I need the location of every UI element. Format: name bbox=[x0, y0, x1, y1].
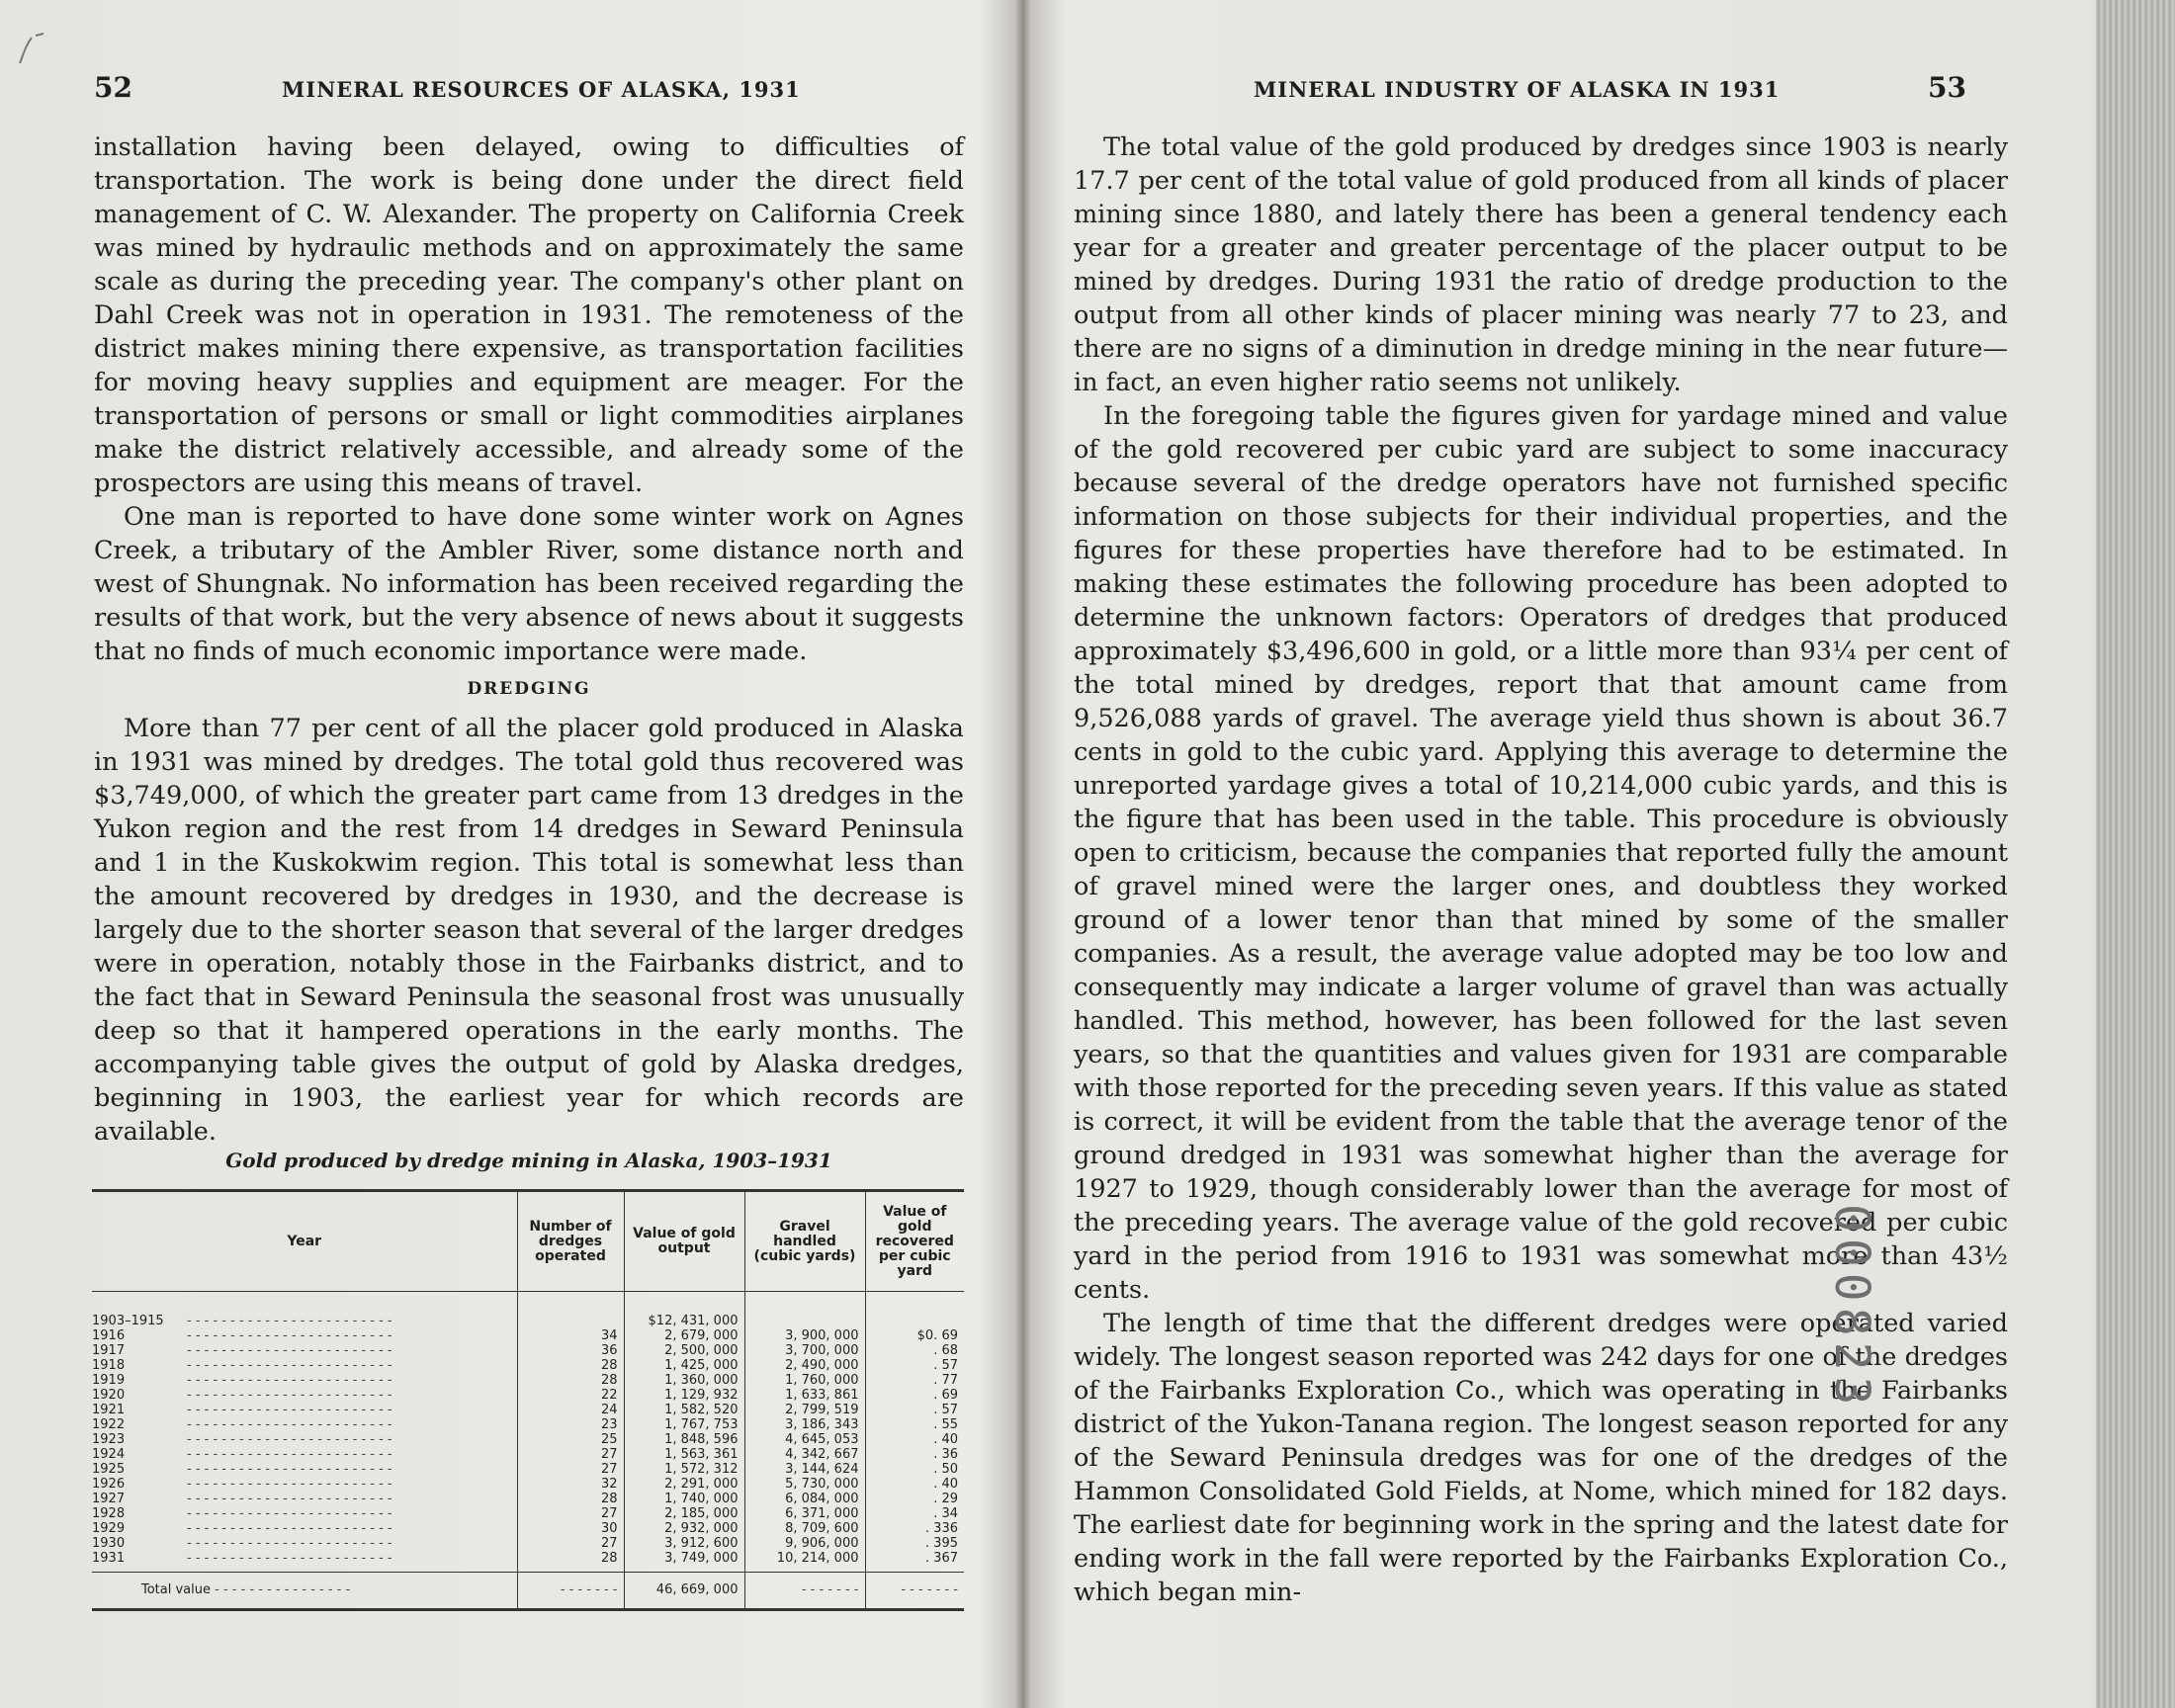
cell-gravel: 8, 709, 600 bbox=[744, 1521, 865, 1536]
cell-value: 1, 360, 000 bbox=[624, 1373, 744, 1388]
cell-year-label: 1931 bbox=[92, 1551, 126, 1566]
cell-per-yard bbox=[865, 1292, 964, 1329]
table-row bbox=[92, 1432, 964, 1447]
cell-gravel: 5, 730, 000 bbox=[744, 1477, 865, 1492]
leader-dots: - - - - - - - - - - - - - - - - - - - - - - - - bbox=[187, 1358, 392, 1373]
cell-gravel: 2, 799, 519 bbox=[744, 1403, 865, 1417]
leader-dots: - - - - - - - - - - - - - - - - - - - - - - - - bbox=[187, 1314, 392, 1328]
cell-value: 1, 848, 596 bbox=[624, 1432, 744, 1447]
cell-year bbox=[92, 1373, 517, 1388]
cell-dredges: 27 bbox=[517, 1462, 624, 1477]
cell-year bbox=[92, 1477, 517, 1492]
dredge-table bbox=[92, 1189, 964, 1611]
page-number: 52 bbox=[94, 71, 132, 104]
leader-dots: - - - - - - - bbox=[801, 1582, 859, 1597]
cell-year-label: 1929 bbox=[92, 1521, 126, 1536]
cell-gravel: 6, 371, 000 bbox=[744, 1506, 865, 1521]
cell-gravel: 4, 645, 053 bbox=[744, 1432, 865, 1447]
total-value: 46, 669, 000 bbox=[624, 1573, 744, 1610]
leader-dots: - - - - - - - - - - - - - - - - - - - - - - - - bbox=[187, 1343, 392, 1358]
cell-dredges bbox=[517, 1292, 624, 1329]
leader-dots: - - - - - - - - - - - - - - - - - - - - - - - - bbox=[187, 1462, 392, 1477]
table-row bbox=[92, 1328, 964, 1343]
running-head: MINERAL INDUSTRY OF ALASKA IN 1931 bbox=[1254, 77, 1781, 102]
paragraph: More than 77 per cent of all the placer gold produced in Alaska in 1931 was mined by dredges. The total gold thus recovered was $3,749,000, of which the greater part came from 13 dredges in the Yukon region and the rest from 14 dredges in Seward Peninsula and 1 in the Kuskokwim region. This total is somewhat less than the amount recovered by dredges in 1930, and the decrease is largely due to the shorter season that several of the larger dredges were in operation, notably those in the Fairbanks district, and to the fact that in Seward Peninsula the seasonal frost was unusually deep so that it hampered operations in the early months. The accompanying table gives the output of gold by Alaska dredges, beginning in 1903, the earliest year for which records are available. bbox=[94, 714, 964, 1147]
cell-year-label: 1923 bbox=[92, 1432, 126, 1447]
leader-dots: - - - - - - - - - - - - - - - - - - - - - - - - bbox=[187, 1492, 392, 1506]
cell-year bbox=[92, 1403, 517, 1417]
leader-dots: - - - - - - - - - - - - - - - - - - - - - - - - bbox=[187, 1403, 392, 1417]
leader-dots: - - - - - - - - - - - - - - - - - - - - - - - - bbox=[187, 1506, 392, 1521]
cell-value: 1, 740, 000 bbox=[624, 1492, 744, 1506]
cell-dredges: 27 bbox=[517, 1536, 624, 1551]
cell-gravel: 2, 490, 000 bbox=[744, 1358, 865, 1373]
cell-value: 2, 932, 000 bbox=[624, 1521, 744, 1536]
cell-gravel: 3, 144, 624 bbox=[744, 1462, 865, 1477]
cell-year bbox=[92, 1521, 517, 1536]
cell-gravel: 3, 900, 000 bbox=[744, 1328, 865, 1343]
cell-year bbox=[92, 1432, 517, 1447]
leader-dots: - - - - - - - - - - - - - - - - - - - - - - - - bbox=[187, 1447, 392, 1462]
cell-dredges: 22 bbox=[517, 1388, 624, 1403]
cell-year-label: 1922 bbox=[92, 1417, 126, 1432]
column-header: Gravel handled (cubic yards) bbox=[744, 1191, 865, 1292]
cell-year bbox=[92, 1343, 517, 1358]
cell-gravel bbox=[744, 1292, 865, 1329]
leader-dots: - - - - - - - - - - - - - - - - bbox=[211, 1582, 351, 1597]
cell-year-label: 1920 bbox=[92, 1388, 126, 1403]
table-row bbox=[92, 1506, 964, 1521]
leader-dots: - - - - - - - - - - - - - - - - - - - - - - - - bbox=[187, 1328, 392, 1343]
cell-year bbox=[92, 1388, 517, 1403]
right-page bbox=[1028, 0, 2175, 1708]
cell-value: 3, 749, 000 bbox=[624, 1551, 744, 1573]
cell-per-yard: . 77 bbox=[865, 1373, 964, 1388]
cell-per-yard: . 367 bbox=[865, 1551, 964, 1573]
cell-per-yard: . 57 bbox=[865, 1403, 964, 1417]
cell-year bbox=[92, 1447, 517, 1462]
cell-gravel: 1, 633, 861 bbox=[744, 1388, 865, 1403]
table-row bbox=[92, 1447, 964, 1462]
cell-dredges: 28 bbox=[517, 1492, 624, 1506]
cell-dredges: 23 bbox=[517, 1417, 624, 1432]
table-body bbox=[92, 1292, 964, 1610]
table-row bbox=[92, 1343, 964, 1358]
cell-value: 2, 185, 000 bbox=[624, 1506, 744, 1521]
cell-per-yard: . 57 bbox=[865, 1358, 964, 1373]
total-label-text: Total value bbox=[141, 1582, 212, 1597]
cell-value: 2, 291, 000 bbox=[624, 1477, 744, 1492]
cell-per-yard: . 40 bbox=[865, 1477, 964, 1492]
cell-year bbox=[92, 1551, 517, 1573]
cell-year-label: 1927 bbox=[92, 1492, 126, 1506]
cell-value: 2, 679, 000 bbox=[624, 1328, 744, 1343]
paragraph: installation having been delayed, owing to difficulties of transportation. The work is being done under the direct field management of C. W. Alexander. The property on California Creek was mined by hydraulic methods and on approximately the same scale as during the preceding year. The company's other plant on Dahl Creek was not in operation in 1931. The remoteness of the district makes mining there expensive, as transportation facilities for moving heavy supplies and equipment are meager. For the transportation of persons or small or light commodities airplanes make the district relatively accessible, and already some of the prospectors are using this means of travel. bbox=[94, 132, 964, 498]
cell-year bbox=[92, 1462, 517, 1477]
cell-dredges: 32 bbox=[517, 1477, 624, 1492]
page-number: 53 bbox=[1928, 71, 1966, 104]
cell-dredges bbox=[517, 1573, 624, 1610]
cell-value: 1, 563, 361 bbox=[624, 1447, 744, 1462]
left-body-text bbox=[94, 130, 964, 1149]
table-row bbox=[92, 1403, 964, 1417]
cell-year-label: 1925 bbox=[92, 1462, 126, 1477]
table-row bbox=[92, 1521, 964, 1536]
cell-year-label: 1903–1915 bbox=[92, 1314, 164, 1328]
table-row bbox=[92, 1551, 964, 1573]
cell-year-label: 1917 bbox=[92, 1343, 126, 1358]
cell-year bbox=[92, 1506, 517, 1521]
cell-per-yard: . 29 bbox=[865, 1492, 964, 1506]
cell-value: 1, 582, 520 bbox=[624, 1403, 744, 1417]
running-head: MINERAL RESOURCES OF ALASKA, 1931 bbox=[282, 77, 801, 102]
leader-dots: - - - - - - - - - - - - - - - - - - - - - - - - bbox=[187, 1551, 392, 1566]
paragraph: One man is reported to have done some winter work on Agnes Creek, a tributary of the Ambler River, some distance north and west of Shungnak. No information has been received regarding the results of that work, but the very absence of news about it suggests that no finds of much economic importance were made. bbox=[94, 502, 964, 666]
cell-value: 3, 912, 600 bbox=[624, 1536, 744, 1551]
cell-gravel: 3, 700, 000 bbox=[744, 1343, 865, 1358]
left-page bbox=[0, 0, 1018, 1708]
section-heading: DREDGING bbox=[467, 679, 591, 699]
table-caption: Gold produced by dredge mining in Alaska, 1903–1931 bbox=[225, 1149, 832, 1172]
cell-dredges: 25 bbox=[517, 1432, 624, 1447]
paragraph: The length of time that the different dredges were operated varied widely. The longest season reported was 242 days for one of the dredges of the Fairbanks Exploration Co., which was operating in the Fairbanks district of the Yukon-Tanana region. The longest season reported for any of the Seward Peninsula dredges was for one of the dredges of the Hammon Consolidated Gold Fields, at Nome, which mined for 182 days. The earliest date for beginning work in the spring and the latest date for ending work in the fall were reported by the Fairbanks Exploration Co., which began min- bbox=[1074, 1309, 2008, 1607]
leader-dots: - - - - - - - bbox=[901, 1582, 958, 1597]
cell-value: 1, 425, 000 bbox=[624, 1358, 744, 1373]
total-label bbox=[92, 1573, 517, 1610]
cell-dredges: 36 bbox=[517, 1343, 624, 1358]
paragraph: The total value of the gold produced by dredges since 1903 is nearly 17.7 per cent of the total value of gold produced from all kinds of placer mining since 1880, and lately there has been a general tendency each year for a greater and greater percentage of the placer output to be mined by dredges. During 1931 the ratio of dredge production to the output from all other kinds of placer mining was nearly 77 to 23, and there are no signs of a diminution in dredge mining in the near future—in fact, an even higher ratio seems not unlikely. bbox=[1074, 132, 2008, 397]
leader-dots: - - - - - - - - - - - - - - - - - - - - - - - - bbox=[187, 1432, 392, 1447]
cell-year-label: 1916 bbox=[92, 1328, 126, 1343]
cell-per-yard: . 336 bbox=[865, 1521, 964, 1536]
cell-per-yard: . 68 bbox=[865, 1343, 964, 1358]
table-row bbox=[92, 1536, 964, 1551]
cell-gravel: 4, 342, 667 bbox=[744, 1447, 865, 1462]
cell-gravel bbox=[744, 1573, 865, 1610]
column-header: Number of dredges operated bbox=[517, 1191, 624, 1292]
cell-year bbox=[92, 1292, 517, 1329]
column-header: Value of gold recovered per cubic yard bbox=[865, 1191, 964, 1292]
cell-year-label: 1921 bbox=[92, 1403, 126, 1417]
table-row bbox=[92, 1358, 964, 1373]
cell-per-yard: . 55 bbox=[865, 1417, 964, 1432]
cell-gravel: 3, 186, 343 bbox=[744, 1417, 865, 1432]
cell-year-label: 1928 bbox=[92, 1506, 126, 1521]
cell-year bbox=[92, 1492, 517, 1506]
cell-gravel: 1, 760, 000 bbox=[744, 1373, 865, 1388]
cell-year bbox=[92, 1358, 517, 1373]
cell-gravel: 9, 906, 000 bbox=[744, 1536, 865, 1551]
archive-stamp: 000823 bbox=[1823, 1204, 1879, 1411]
cell-value: 1, 572, 312 bbox=[624, 1462, 744, 1477]
cell-per-yard bbox=[865, 1573, 964, 1610]
table-row bbox=[92, 1388, 964, 1403]
table-row bbox=[92, 1477, 964, 1492]
cell-year-label: 1926 bbox=[92, 1477, 126, 1492]
cell-value: 1, 767, 753 bbox=[624, 1417, 744, 1432]
cell-per-yard: . 50 bbox=[865, 1462, 964, 1477]
cell-dredges: 24 bbox=[517, 1403, 624, 1417]
column-header: Year bbox=[92, 1191, 517, 1292]
cell-year-label: 1930 bbox=[92, 1536, 126, 1551]
column-header: Value of gold output bbox=[624, 1191, 744, 1292]
cell-gravel: 6, 084, 000 bbox=[744, 1492, 865, 1506]
leader-dots: - - - - - - - - - - - - - - - - - - - - - - - - bbox=[187, 1521, 392, 1536]
leader-dots: - - - - - - - - - - - - - - - - - - - - - - - - bbox=[187, 1388, 392, 1403]
cell-year-label: 1919 bbox=[92, 1373, 126, 1388]
cell-year bbox=[92, 1417, 517, 1432]
leader-dots: - - - - - - - - - - - - - - - - - - - - - - - - bbox=[187, 1373, 392, 1388]
cell-dredges: 34 bbox=[517, 1328, 624, 1343]
cell-value: 1, 129, 932 bbox=[624, 1388, 744, 1403]
cell-dredges: 28 bbox=[517, 1551, 624, 1573]
table-total-row bbox=[92, 1573, 964, 1610]
cell-year-label: 1924 bbox=[92, 1447, 126, 1462]
table-row bbox=[92, 1492, 964, 1506]
table-header-row bbox=[92, 1191, 964, 1292]
cell-dredges: 27 bbox=[517, 1506, 624, 1521]
cell-per-yard: $0. 69 bbox=[865, 1328, 964, 1343]
table-row bbox=[92, 1373, 964, 1388]
table-row bbox=[92, 1292, 964, 1329]
cell-value: $12, 431, 000 bbox=[624, 1292, 744, 1329]
cell-dredges: 28 bbox=[517, 1358, 624, 1373]
paragraph: In the foregoing table the figures given for yardage mined and value of the gold recovered per cubic yard are subject to some inaccuracy because several of the dredge operators have not furnished specific information on those subjects for their individual properties, and the figures for these properties have therefore had to be estimated. In making these estimates the following procedure has been adopted to determine the unknown factors: Operators of dredges that produced approximately $3,496,600 in gold, or a little more than 93¼ per cent of the total mined by dredges, report that that amount came from 9,526,088 yards of gravel. The average yield thus shown is about 36.7 cents in gold to the cubic yard. Applying this average to determine the unreported yardage gives a total of 10,214,000 cubic yards, and this is the figure that has been used in the table. This procedure is obviously open to criticism, because the companies that reported fully the amount of gravel mined were the larger ones, and doubtless they worked ground of a lower tenor than that mined by some of the smaller companies. As a result, the average value adopted may be too low and consequently may indicate a larger volume of gravel than was actually handled. This method, however, has been followed for the last seven years, so that the quantities and values given for 1931 are comparable with those reported for the preceding seven years. If this value as stated is correct, it will be evident from the table that the average tenor of the ground dredged in 1931 was somewhat higher than the average for 1927 to 1929, though considerably lower than the average for most of the preceding years. The average value of the gold recovered per cubic yard in the period from 1916 to 1931 was somewhat more than 43½ cents. bbox=[1074, 401, 2008, 1305]
cell-year bbox=[92, 1536, 517, 1551]
cell-dredges: 27 bbox=[517, 1447, 624, 1462]
leader-dots: - - - - - - - - - - - - - - - - - - - - - - - - bbox=[187, 1477, 392, 1492]
cell-per-yard: . 395 bbox=[865, 1536, 964, 1551]
leader-dots: - - - - - - - - - - - - - - - - - - - - - - - - bbox=[187, 1417, 392, 1432]
leader-dots: - - - - - - - - - - - - - - - - - - - - - - - - bbox=[187, 1536, 392, 1551]
table-row bbox=[92, 1417, 964, 1432]
cell-dredges: 30 bbox=[517, 1521, 624, 1536]
cell-year-label: 1918 bbox=[92, 1358, 126, 1373]
cell-value: 2, 500, 000 bbox=[624, 1343, 744, 1358]
leader-dots: - - - - - - - bbox=[560, 1582, 618, 1597]
cell-year bbox=[92, 1328, 517, 1343]
cell-per-yard: . 36 bbox=[865, 1447, 964, 1462]
cell-gravel: 10, 214, 000 bbox=[744, 1551, 865, 1573]
cell-per-yard: . 69 bbox=[865, 1388, 964, 1403]
cell-dredges: 28 bbox=[517, 1373, 624, 1388]
table-row bbox=[92, 1462, 964, 1477]
cell-per-yard: . 34 bbox=[865, 1506, 964, 1521]
cell-per-yard: . 40 bbox=[865, 1432, 964, 1447]
